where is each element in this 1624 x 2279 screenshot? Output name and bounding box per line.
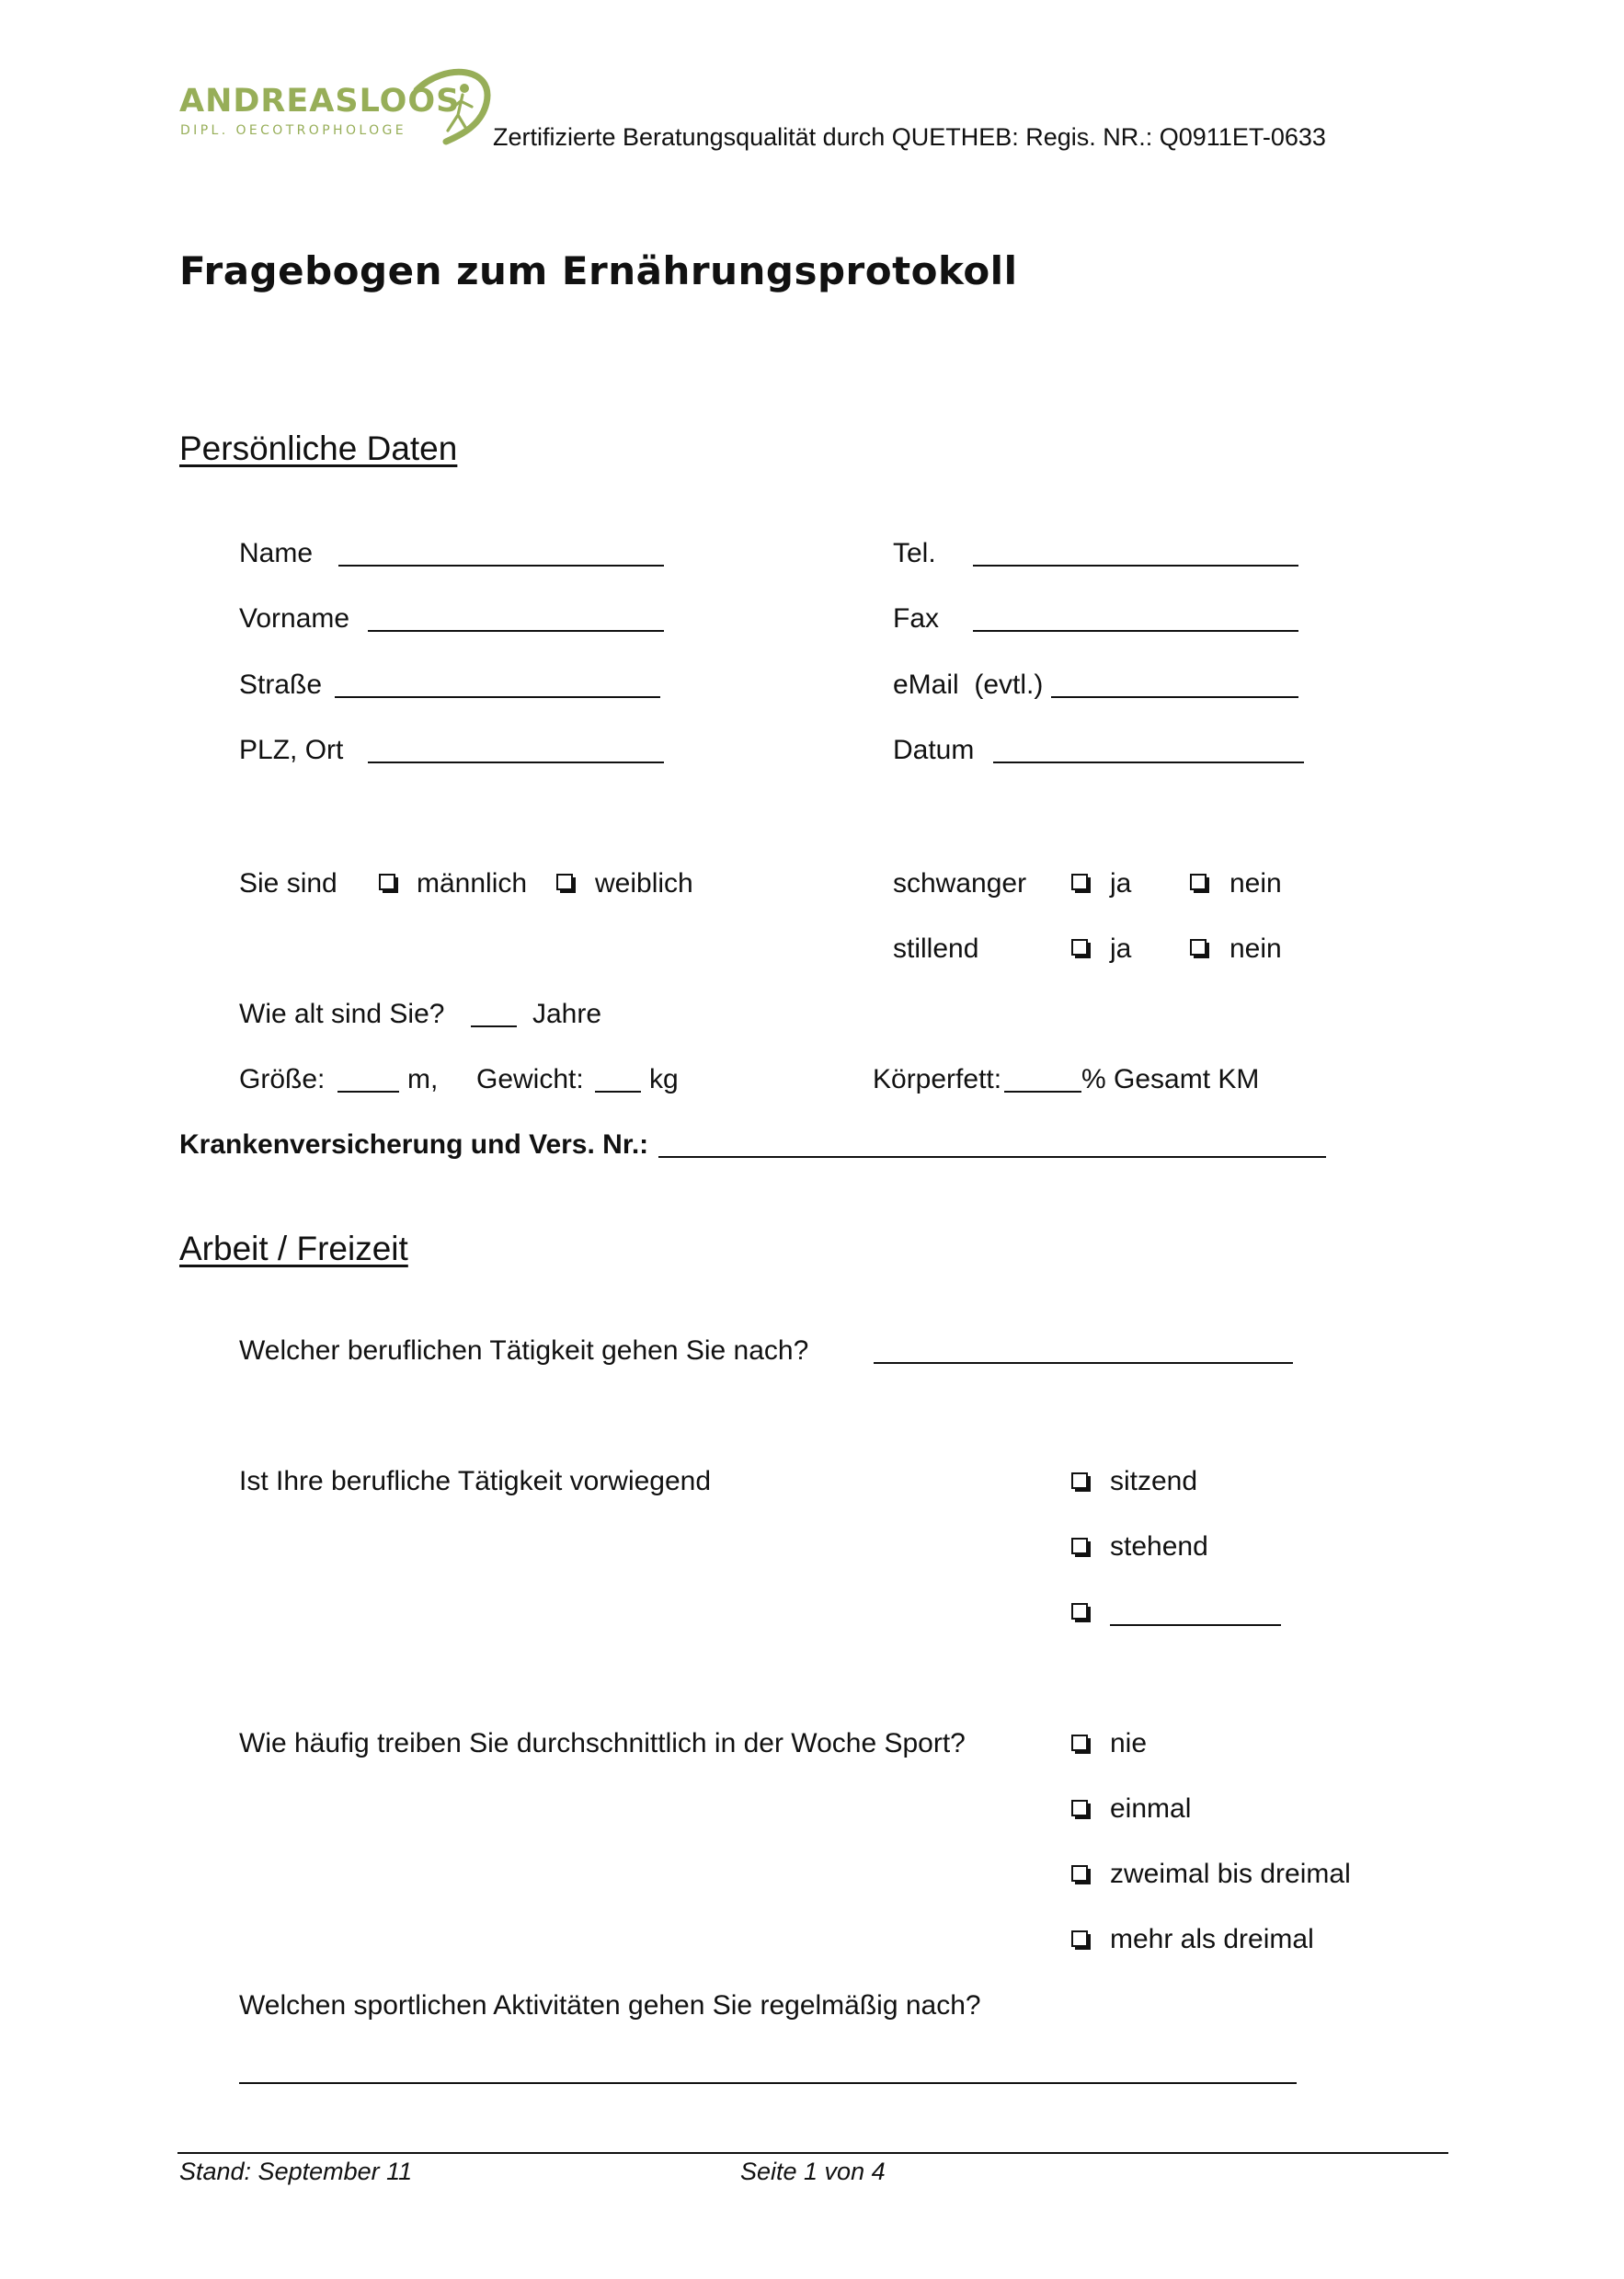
koerperfett-unit: % Gesamt KM <box>1081 1064 1260 1094</box>
schwanger-nein-label: nein <box>1229 868 1282 899</box>
sport-question: Wie häufig treiben Sie durchschnittlich in der Woche Sport? <box>239 1728 966 1758</box>
aktivitaeten-question: Welchen sportlichen Aktivitäten gehen Sie regelmäßig nach? <box>239 1990 981 2021</box>
zweimal-label: zweimal bis dreimal <box>1110 1859 1351 1889</box>
footer-page-number: Seite 1 von 4 <box>740 2158 886 2185</box>
mehr-checkbox[interactable] <box>1071 1930 1092 1951</box>
alter-label: Wie alt sind Sie? <box>239 999 445 1029</box>
strasse-label: Straße <box>239 670 323 700</box>
stehend-label: stehend <box>1110 1531 1208 1562</box>
runner-swoosh-icon <box>407 64 499 156</box>
aktivitaeten-field[interactable] <box>239 2082 1297 2084</box>
page-title: Fragebogen zum Ernährungsprotokoll <box>179 248 1018 293</box>
nie-label: nie <box>1110 1728 1148 1758</box>
stillend-label: stillend <box>893 933 979 964</box>
fax-field[interactable] <box>973 630 1298 632</box>
datum-field[interactable] <box>993 762 1304 763</box>
plz-ort-label: PLZ, Ort <box>239 735 344 765</box>
name-label: Name <box>239 538 314 568</box>
logo-subtitle: DIPL. OECOTROPHOLOGE <box>180 123 407 138</box>
gewicht-field[interactable] <box>595 1091 641 1093</box>
groesse-unit: m, <box>407 1064 439 1094</box>
krankenversicherung-field[interactable] <box>658 1156 1326 1158</box>
logo <box>177 64 490 156</box>
stehend-checkbox[interactable] <box>1071 1538 1092 1558</box>
certification-note: Zertifizierte Beratungsqualität durch QUETHEB: Regis. NR.: Q0911ET-0633 <box>493 123 1326 151</box>
gewicht-label: Gewicht: <box>476 1064 584 1094</box>
zweimal-checkbox[interactable] <box>1071 1865 1092 1885</box>
section-heading-personal: Persönliche Daten <box>179 429 458 467</box>
maennlich-checkbox[interactable] <box>379 874 399 894</box>
nie-checkbox[interactable] <box>1071 1735 1092 1755</box>
stillend-nein-checkbox[interactable] <box>1190 939 1210 959</box>
taetigkeit-question: Ist Ihre berufliche Tätigkeit vorwiegend <box>239 1466 712 1496</box>
maennlich-label: männlich <box>417 868 528 899</box>
tel-label: Tel. <box>893 538 936 568</box>
koerperfett-field[interactable] <box>1004 1091 1081 1093</box>
einmal-checkbox[interactable] <box>1071 1800 1092 1820</box>
section-heading-work: Arbeit / Freizeit <box>179 1230 408 1267</box>
vorname-label: Vorname <box>239 603 350 634</box>
schwanger-label: schwanger <box>893 868 1027 899</box>
schwanger-ja-label: ja <box>1110 868 1132 899</box>
sonstiges-checkbox[interactable] <box>1071 1603 1092 1623</box>
stillend-ja-checkbox[interactable] <box>1071 939 1092 959</box>
beruf-field[interactable] <box>874 1362 1293 1364</box>
sie-sind-label: Sie sind <box>239 868 337 899</box>
gewicht-unit: kg <box>649 1064 679 1094</box>
tel-field[interactable] <box>973 565 1298 567</box>
email-field[interactable] <box>1051 696 1298 698</box>
datum-label: Datum <box>893 735 975 765</box>
sitzend-checkbox[interactable] <box>1071 1472 1092 1493</box>
vorname-field[interactable] <box>368 630 664 632</box>
weiblich-checkbox[interactable] <box>556 874 577 894</box>
schwanger-ja-checkbox[interactable] <box>1071 874 1092 894</box>
sonstiges-field[interactable] <box>1110 1624 1281 1626</box>
einmal-label: einmal <box>1110 1793 1192 1824</box>
logo-name-last: LOOS <box>359 83 461 120</box>
fax-label: Fax <box>893 603 940 634</box>
logo-name-first: ANDREAS <box>179 83 360 120</box>
jahre-label: Jahre <box>532 999 602 1029</box>
schwanger-nein-checkbox[interactable] <box>1190 874 1210 894</box>
sitzend-label: sitzend <box>1110 1466 1198 1496</box>
krankenversicherung-label: Krankenversicherung und Vers. Nr.: <box>179 1129 649 1160</box>
weiblich-label: weiblich <box>595 868 693 899</box>
stillend-nein-label: nein <box>1229 933 1282 964</box>
footer-stand: Stand: September 11 <box>179 2158 413 2185</box>
beruf-question: Welcher beruflichen Tätigkeit gehen Sie nach? <box>239 1335 809 1366</box>
strasse-field[interactable] <box>335 696 660 698</box>
mehr-label: mehr als dreimal <box>1110 1924 1314 1954</box>
email-label: eMail (evtl.) <box>893 670 1044 700</box>
stillend-ja-label: ja <box>1110 933 1132 964</box>
footer-divider <box>177 2152 1448 2154</box>
plz-ort-field[interactable] <box>368 762 664 763</box>
groesse-field[interactable] <box>337 1091 399 1093</box>
name-field[interactable] <box>338 565 664 567</box>
groesse-label: Größe: <box>239 1064 326 1094</box>
alter-field[interactable] <box>471 1025 517 1027</box>
koerperfett-label: Körperfett: <box>873 1064 1002 1094</box>
